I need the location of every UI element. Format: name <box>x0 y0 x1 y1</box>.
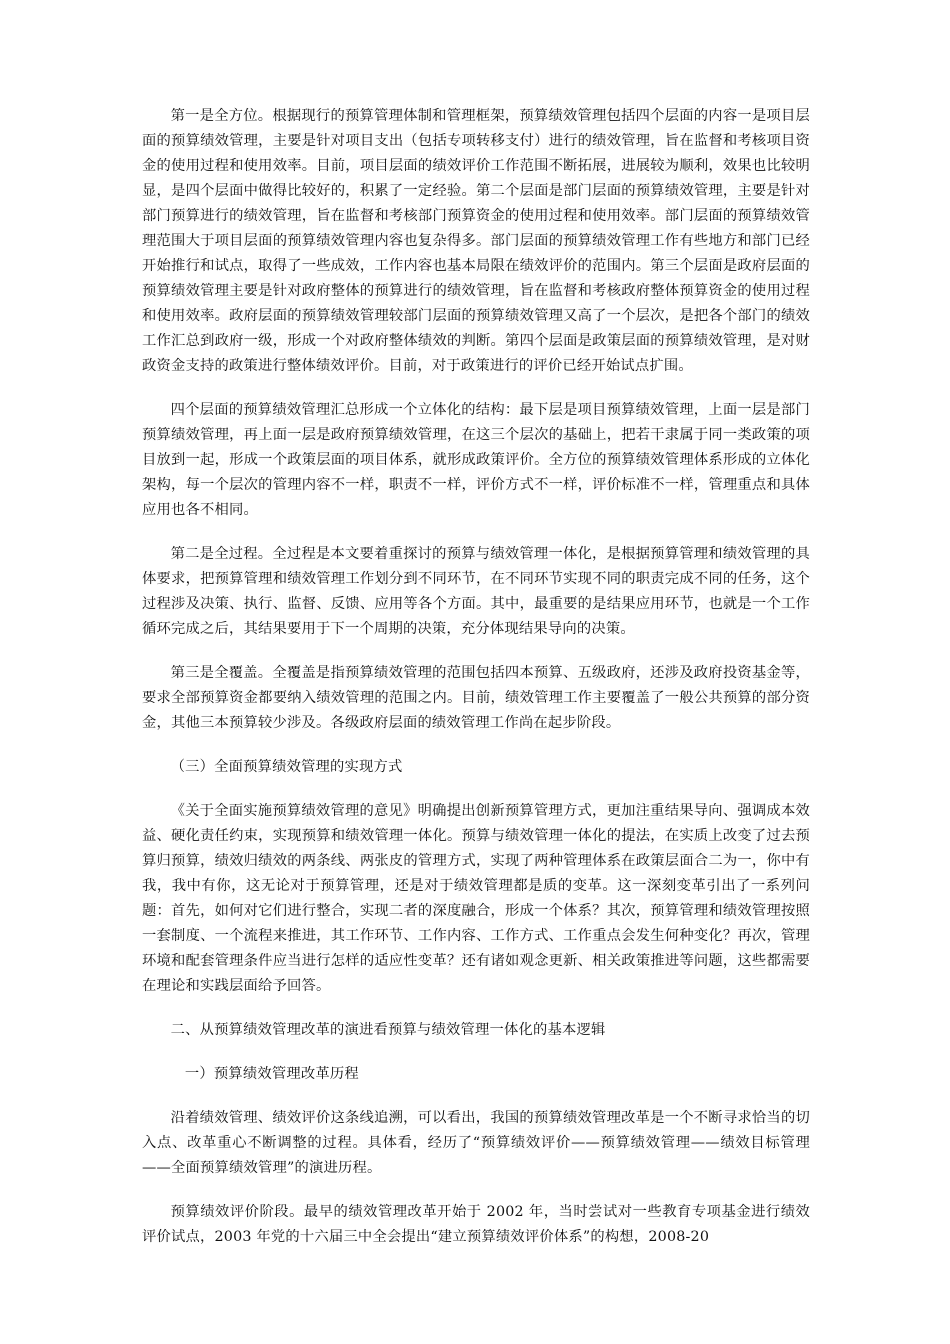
heading-implementation-method: （三）全面预算绩效管理的实现方式 <box>170 759 403 775</box>
heading-reform-history: 一）预算绩效管理改革历程 <box>184 1066 359 1082</box>
paragraph-evaluation-stage: 预算绩效评价阶段。最早的绩效管理改革开始于 2002 年，当时尝试对一些教育专项基金进行绩效评价试点，2003 年党的十六届三中全会提出“建立预算绩效评价体系”的构想，2008-20 <box>142 1204 810 1245</box>
paragraph-reform-trace: 沿着绩效管理、绩效评价这条线追溯，可以看出，我国的预算绩效管理改革是一个不断寻求恰当的切入点、改革重心不断调整的过程。具体看，经历了“预算绩效评价——预算绩效管理——绩效目标管理——全面预算绩效管理”的演进历程。 <box>142 1110 810 1176</box>
paragraph-full-scope: 第三是全覆盖。全覆盖是指预算绩效管理的范围包括四本预算、五级政府，还涉及政府投资基金等，要求全部预算资金都要纳入绩效管理的范围之内。目前，绩效管理工作主要覆盖了一般公共预算的部分资金，其他三本预算较少涉及。各级政府层面的绩效管理工作尚在起步阶段。 <box>142 665 810 731</box>
paragraph-four-levels-structure: 四个层面的预算绩效管理汇总形成一个立体化的结构：最下层是项目预算绩效管理，上面一层是部门预算绩效管理，再上面一层是政府预算绩效管理，在这三个层次的基础上，把若干隶属于同一类政策的项目放到一起，形成一个政策层面的项目体系，就形成政策评价。全方位的预算绩效管理体系形成的立体化架构，每一个层次的管理内容不一样，职责不一样，评价方式不一样，评价标准不一样，管理重点和具体应用也各不相同。 <box>142 402 810 518</box>
paragraph-full-process: 第二是全过程。全过程是本文要着重探讨的预算与绩效管理一体化，是根据预算管理和绩效管理的具体要求，把预算管理和绩效管理工作划分到不同环节，在不同环节实现不同的职责完成不同的任务，这个过程涉及决策、执行、监督、反馈、应用等各个方面。其中，最重要的是结果应用环节，也就是一个工作循环完成之后，其结果要用于下一个周期的决策，充分体现结果导向的决策。 <box>142 546 810 637</box>
document-page <box>142 104 810 1269</box>
heading-section-two: 二、从预算绩效管理改革的演进看预算与绩效管理一体化的基本逻辑 <box>170 1022 606 1038</box>
paragraph-full-coverage-dimension: 第一是全方位。根据现行的预算管理体制和管理框架，预算绩效管理包括四个层面的内容一是项目层面的预算绩效管理，主要是针对项目支出（包括专项转移支付）进行的绩效管理，旨在监督和考核项目资金的使用过程和使用效率。目前，项目层面的绩效评价工作范围不断拓展，进展较为顺利，效果也比较明显，是四个层面中做得比较好的，积累了一定经验。第二个层面是部门层面的预算绩效管理，主要是针对部门预算进行的绩效管理，旨在监督和考核部门预算资金的使用过程和使用效率。部门层面的预算绩效管理范围大于项目层面的预算绩效管理内容也复杂得多。部门层面的预算绩效管理工作有些地方和部门已经开始推行和试点，取得了一些成效，工作内容也基本局限在绩效评价的范围内。第三个层面是政府层面的预算绩效管理主要是针对政府整体的预算进行的绩效管理，旨在监督和考核政府整体预算资金的使用过程和使用效率。政府层面的预算绩效管理较部门层面的预算绩效管理又高了一个层次，是把各个部门的绩效工作汇总到政府一级，形成一个对政府整体绩效的判断。第四个层面是政策层面的预算绩效管理，是对财政资金支持的政策进行整体绩效评价。目前，对于政策进行的评价已经开始试点扩围。 <box>142 108 810 374</box>
paragraph-integration-opinion: 《关于全面实施预算绩效管理的意见》明确提出创新预算管理方式，更加注重结果导向、强调成本效益、硬化责任约束，实现预算和绩效管理一体化。预算与绩效管理一体化的提法，在实质上改变了过去预算归预算，绩效归绩效的两条线、两张皮的管理方式，实现了两种管理体系在政策层面合二为一，你中有我，我中有你，这无论对于预算管理，还是对于绩效管理都是质的变革。这一深刻变革引出了一系列问题：首先，如何对它们进行整合，实现二者的深度融合，形成一个体系？其次，预算管理和绩效管理按照一套制度、一个流程来推进，其工作环节、工作内容、工作方式、工作重点会发生何种变化？再次，管理环境和配套管理条件应当进行怎样的适应性变革？还有诸如观念更新、相关政策推进等问题，这些都需要在理论和实践层面给予回答。 <box>142 803 810 994</box>
